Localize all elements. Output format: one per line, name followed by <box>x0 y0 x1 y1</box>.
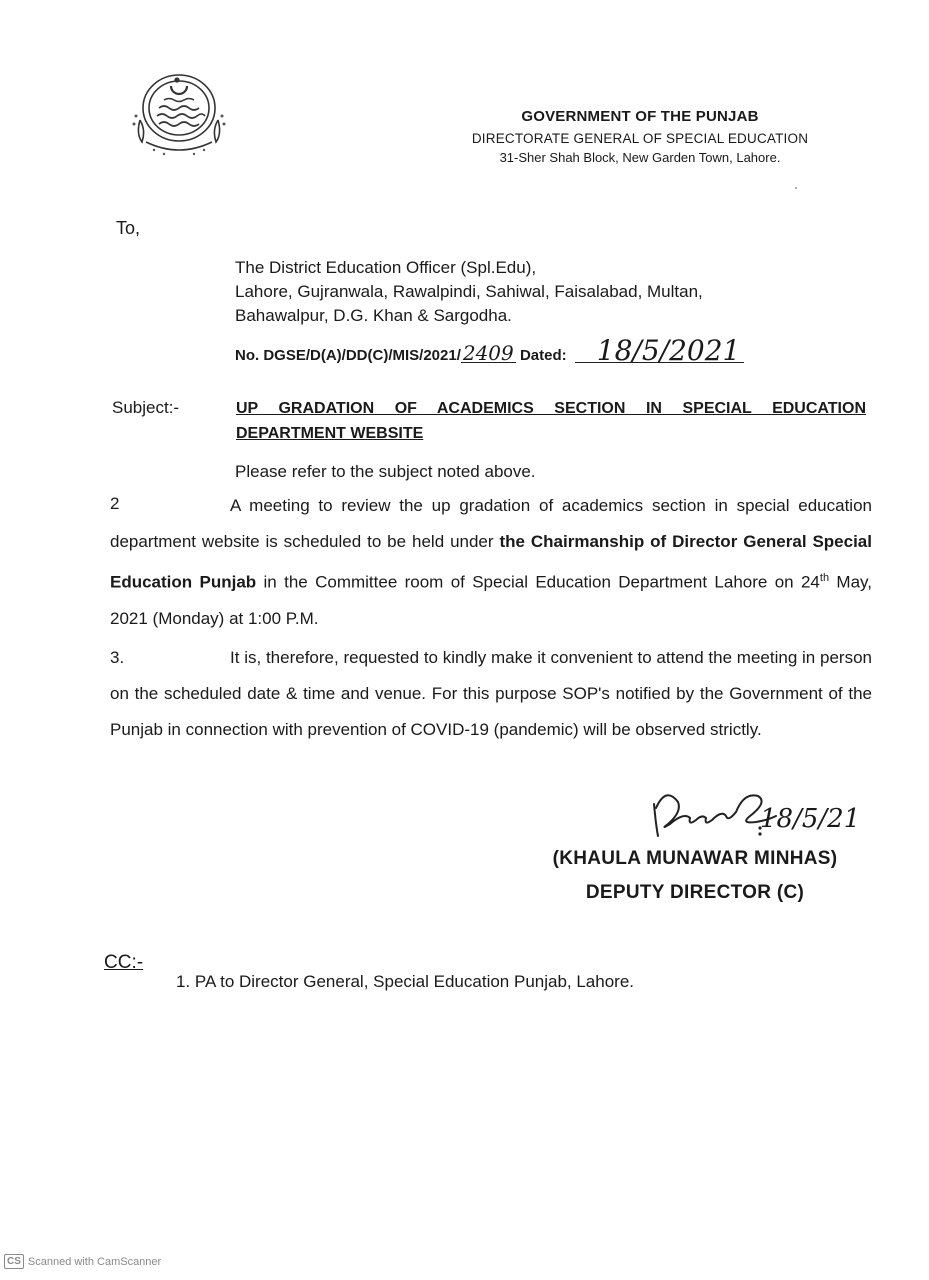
date-handwritten: 18/5/2021 <box>575 340 745 363</box>
camscanner-logo-icon: CS <box>4 1254 24 1269</box>
paragraph-2 <box>110 488 872 637</box>
letterhead-title: GOVERNMENT OF THE PUNJAB <box>521 108 759 125</box>
paragraph-3: It is, therefore, requested to kindly make it convenient to attend the meeting in person on the scheduled date & time and venue. For this purpose SOP's notified by the Government of the Punjab in connection with prevention of COVID-19 (pandemic) will be observed strictly. <box>110 648 872 739</box>
paragraph-2-number: 2 <box>110 494 120 513</box>
reference-number-handwritten: 2409 <box>462 341 514 365</box>
signatory-designation: DEPUTY DIRECTOR (C) <box>585 882 805 903</box>
cc-label: CC:- <box>104 952 144 973</box>
cc-list <box>176 972 634 992</box>
addressee-line-3: Bahawalpur, D.G. Khan & Sargodha. <box>235 306 512 325</box>
camscanner-text: Scanned with CamScanner <box>27 1255 162 1268</box>
paragraph-2-text-a: A meeting to review the up gradation of academics section in special education department website is scheduled to be held under <box>110 496 872 551</box>
subject-line-2: DEPARTMENT WEBSITE <box>236 425 424 442</box>
paragraph-3-number: 3. <box>110 648 125 667</box>
subject-text <box>236 396 866 446</box>
to-label: To, <box>116 218 141 238</box>
paragraph-2-bold: the Chairmanship of Director General Special Education Punjab <box>110 532 872 592</box>
paragraph-2-text-b: in the Committee room of Special Education Department Lahore on 24 <box>256 572 820 592</box>
letterhead-address: 31-Sher Shah Block, New Garden Town, Lahore. <box>499 150 781 165</box>
addressee-line-2: Lahore, Gujranwala, Rawalpindi, Sahiwal, Faisalabad, Multan, <box>235 282 703 301</box>
camscanner-watermark <box>4 1254 161 1269</box>
subject-line-1: UP GRADATION OF ACADEMICS SECTION IN SPECIAL EDUCATION <box>236 400 866 417</box>
ordinal-suffix: th <box>819 572 830 584</box>
letterhead-directorate: DIRECTORATE GENERAL OF SPECIAL EDUCATION <box>471 131 809 146</box>
addressee-line-1: The District Education Officer (Spl.Edu), <box>235 258 537 277</box>
punjab-government-emblem-icon <box>124 68 234 160</box>
reference-line <box>235 334 744 367</box>
refer-line: Please refer to the subject noted above. <box>235 462 536 481</box>
dated-label: Dated: <box>519 347 567 364</box>
signatory-name: (KHAULA MUNAWAR MINHAS) <box>552 848 838 869</box>
reference-prefix: No. DGSE/D(A)/DD(C)/MIS/2021/ <box>235 347 461 364</box>
scan-speck <box>795 187 797 189</box>
subject-label: Subject:- <box>112 398 180 417</box>
paragraph-2-text-c: May, 2021 (Monday) at 1:00 P.M. <box>110 572 872 628</box>
signature-handwritten-date: 18/5/21 <box>760 804 861 834</box>
cc-item-1: 1. PA to Director General, Special Education Punjab, Lahore. <box>176 972 635 991</box>
